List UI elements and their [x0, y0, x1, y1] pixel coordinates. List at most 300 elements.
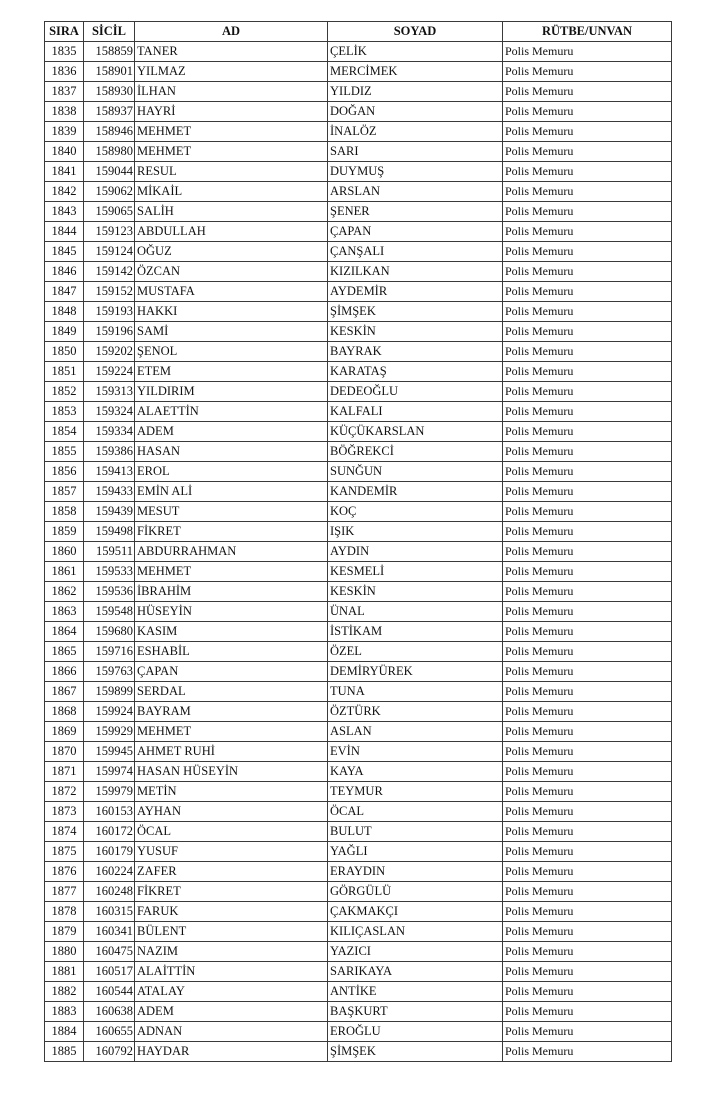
cell-sicil: 160315 — [84, 902, 135, 922]
cell-sira: 1857 — [45, 482, 84, 502]
cell-soyad: SARIKAYA — [328, 962, 503, 982]
table-row — [45, 822, 672, 842]
table-row — [45, 342, 672, 362]
table-row — [45, 1002, 672, 1022]
table-row — [45, 442, 672, 462]
cell-soyad: TEYMUR — [328, 782, 503, 802]
table-row — [45, 242, 672, 262]
cell-sira: 1843 — [45, 202, 84, 222]
cell-soyad: SUNĞUN — [328, 462, 503, 482]
cell-ad: YILMAZ — [135, 62, 328, 82]
cell-rutbe: Polis Memuru — [503, 42, 672, 62]
table-row — [45, 562, 672, 582]
cell-sicil: 160248 — [84, 882, 135, 902]
cell-sicil: 159152 — [84, 282, 135, 302]
cell-sicil: 159142 — [84, 262, 135, 282]
cell-sira: 1863 — [45, 602, 84, 622]
table-row — [45, 602, 672, 622]
cell-sicil: 159498 — [84, 522, 135, 542]
table-row — [45, 1042, 672, 1062]
cell-sicil: 159511 — [84, 542, 135, 562]
cell-sira: 1849 — [45, 322, 84, 342]
header-sira: SIRA — [45, 22, 84, 42]
table-row — [45, 282, 672, 302]
cell-rutbe: Polis Memuru — [503, 322, 672, 342]
table-row — [45, 682, 672, 702]
cell-sira: 1855 — [45, 442, 84, 462]
cell-soyad: ŞİMŞEK — [328, 302, 503, 322]
cell-soyad: ÖZTÜRK — [328, 702, 503, 722]
cell-ad: MEHMET — [135, 122, 328, 142]
table-row — [45, 702, 672, 722]
cell-rutbe: Polis Memuru — [503, 602, 672, 622]
cell-soyad: TUNA — [328, 682, 503, 702]
cell-rutbe: Polis Memuru — [503, 862, 672, 882]
table-row — [45, 42, 672, 62]
table-row — [45, 362, 672, 382]
cell-rutbe: Polis Memuru — [503, 822, 672, 842]
cell-ad: ÖZCAN — [135, 262, 328, 282]
cell-sira: 1858 — [45, 502, 84, 522]
table-row — [45, 322, 672, 342]
cell-rutbe: Polis Memuru — [503, 542, 672, 562]
cell-sicil: 159196 — [84, 322, 135, 342]
cell-sicil: 160638 — [84, 1002, 135, 1022]
cell-sira: 1852 — [45, 382, 84, 402]
cell-sicil: 159062 — [84, 182, 135, 202]
cell-soyad: KIZILKAN — [328, 262, 503, 282]
cell-rutbe: Polis Memuru — [503, 342, 672, 362]
table-row — [45, 782, 672, 802]
cell-sicil: 158930 — [84, 82, 135, 102]
cell-sira: 1836 — [45, 62, 84, 82]
cell-soyad: ÖZEL — [328, 642, 503, 662]
cell-soyad: AYDIN — [328, 542, 503, 562]
cell-soyad: KESKİN — [328, 322, 503, 342]
cell-rutbe: Polis Memuru — [503, 622, 672, 642]
cell-ad: SERDAL — [135, 682, 328, 702]
cell-rutbe: Polis Memuru — [503, 462, 672, 482]
table-row — [45, 582, 672, 602]
cell-sicil: 159924 — [84, 702, 135, 722]
table-row — [45, 762, 672, 782]
cell-sicil: 160153 — [84, 802, 135, 822]
cell-soyad: DUYMUŞ — [328, 162, 503, 182]
table-row — [45, 262, 672, 282]
cell-ad: ŞENOL — [135, 342, 328, 362]
cell-soyad: EVİN — [328, 742, 503, 762]
cell-soyad: BAŞKURT — [328, 1002, 503, 1022]
cell-ad: YUSUF — [135, 842, 328, 862]
table-row — [45, 302, 672, 322]
cell-rutbe: Polis Memuru — [503, 362, 672, 382]
cell-ad: MEHMET — [135, 142, 328, 162]
header-row — [45, 22, 672, 42]
cell-soyad: DEMİRYÜREK — [328, 662, 503, 682]
cell-rutbe: Polis Memuru — [503, 1022, 672, 1042]
cell-soyad: BAYRAK — [328, 342, 503, 362]
cell-rutbe: Polis Memuru — [503, 202, 672, 222]
cell-rutbe: Polis Memuru — [503, 482, 672, 502]
cell-rutbe: Polis Memuru — [503, 1042, 672, 1062]
table-row — [45, 922, 672, 942]
cell-sicil: 159433 — [84, 482, 135, 502]
cell-sira: 1841 — [45, 162, 84, 182]
cell-soyad: İSTİKAM — [328, 622, 503, 642]
cell-sicil: 159386 — [84, 442, 135, 462]
cell-soyad: KESMELİ — [328, 562, 503, 582]
cell-sicil: 159202 — [84, 342, 135, 362]
cell-ad: ABDURRAHMAN — [135, 542, 328, 562]
cell-sira: 1861 — [45, 562, 84, 582]
table-row — [45, 862, 672, 882]
cell-sicil: 160544 — [84, 982, 135, 1002]
cell-sira: 1878 — [45, 902, 84, 922]
cell-rutbe: Polis Memuru — [503, 382, 672, 402]
cell-soyad: ÇELİK — [328, 42, 503, 62]
table-row — [45, 1022, 672, 1042]
cell-ad: BÜLENT — [135, 922, 328, 942]
cell-ad: KASIM — [135, 622, 328, 642]
cell-rutbe: Polis Memuru — [503, 82, 672, 102]
cell-sira: 1853 — [45, 402, 84, 422]
cell-sira: 1870 — [45, 742, 84, 762]
cell-rutbe: Polis Memuru — [503, 682, 672, 702]
cell-soyad: ÇAKMAKÇI — [328, 902, 503, 922]
header-rutbe: RÜTBE/UNVAN — [503, 22, 672, 42]
cell-sira: 1840 — [45, 142, 84, 162]
cell-soyad: BULUT — [328, 822, 503, 842]
cell-soyad: KOÇ — [328, 502, 503, 522]
cell-ad: EROL — [135, 462, 328, 482]
cell-ad: ADEM — [135, 1002, 328, 1022]
cell-sicil: 159324 — [84, 402, 135, 422]
cell-sira: 1856 — [45, 462, 84, 482]
cell-soyad: YAZICI — [328, 942, 503, 962]
cell-ad: ÇAPAN — [135, 662, 328, 682]
cell-sicil: 158980 — [84, 142, 135, 162]
table-row — [45, 162, 672, 182]
cell-soyad: ASLAN — [328, 722, 503, 742]
cell-sicil: 159763 — [84, 662, 135, 682]
cell-sira: 1850 — [45, 342, 84, 362]
cell-sicil: 159716 — [84, 642, 135, 662]
cell-rutbe: Polis Memuru — [503, 122, 672, 142]
cell-sira: 1862 — [45, 582, 84, 602]
table-row — [45, 982, 672, 1002]
cell-rutbe: Polis Memuru — [503, 62, 672, 82]
cell-ad: ÖCAL — [135, 822, 328, 842]
cell-sicil: 159533 — [84, 562, 135, 582]
cell-sira: 1848 — [45, 302, 84, 322]
cell-ad: ADNAN — [135, 1022, 328, 1042]
cell-rutbe: Polis Memuru — [503, 742, 672, 762]
cell-sicil: 159680 — [84, 622, 135, 642]
cell-soyad: ANTİKE — [328, 982, 503, 1002]
cell-rutbe: Polis Memuru — [503, 882, 672, 902]
cell-sira: 1837 — [45, 82, 84, 102]
cell-sira: 1880 — [45, 942, 84, 962]
cell-sicil: 160655 — [84, 1022, 135, 1042]
cell-rutbe: Polis Memuru — [503, 842, 672, 862]
cell-sira: 1865 — [45, 642, 84, 662]
table-row — [45, 902, 672, 922]
cell-soyad: YAĞLI — [328, 842, 503, 862]
cell-rutbe: Polis Memuru — [503, 722, 672, 742]
cell-soyad: ARSLAN — [328, 182, 503, 202]
cell-sira: 1871 — [45, 762, 84, 782]
cell-ad: AYHAN — [135, 802, 328, 822]
cell-sira: 1882 — [45, 982, 84, 1002]
cell-sira: 1884 — [45, 1022, 84, 1042]
cell-sira: 1875 — [45, 842, 84, 862]
cell-ad: HAYDAR — [135, 1042, 328, 1062]
cell-sicil: 159945 — [84, 742, 135, 762]
cell-ad: MESUT — [135, 502, 328, 522]
cell-sicil: 159313 — [84, 382, 135, 402]
table-row — [45, 382, 672, 402]
cell-sira: 1846 — [45, 262, 84, 282]
cell-ad: ETEM — [135, 362, 328, 382]
table-row — [45, 642, 672, 662]
table-row — [45, 422, 672, 442]
cell-rutbe: Polis Memuru — [503, 982, 672, 1002]
cell-rutbe: Polis Memuru — [503, 282, 672, 302]
cell-rutbe: Polis Memuru — [503, 262, 672, 282]
cell-soyad: GÖRGÜLÜ — [328, 882, 503, 902]
cell-ad: ZAFER — [135, 862, 328, 882]
cell-rutbe: Polis Memuru — [503, 942, 672, 962]
cell-ad: ABDULLAH — [135, 222, 328, 242]
cell-ad: SAMİ — [135, 322, 328, 342]
cell-ad: METİN — [135, 782, 328, 802]
table-row — [45, 202, 672, 222]
cell-sira: 1874 — [45, 822, 84, 842]
cell-soyad: EROĞLU — [328, 1022, 503, 1042]
cell-sicil: 160341 — [84, 922, 135, 942]
table-row — [45, 942, 672, 962]
table-row — [45, 182, 672, 202]
cell-sira: 1868 — [45, 702, 84, 722]
cell-rutbe: Polis Memuru — [503, 102, 672, 122]
cell-rutbe: Polis Memuru — [503, 162, 672, 182]
cell-soyad: ŞİMŞEK — [328, 1042, 503, 1062]
cell-rutbe: Polis Memuru — [503, 802, 672, 822]
table-row — [45, 622, 672, 642]
cell-sicil: 159334 — [84, 422, 135, 442]
cell-sicil: 158946 — [84, 122, 135, 142]
cell-soyad: BÖĞREKCİ — [328, 442, 503, 462]
cell-sira: 1864 — [45, 622, 84, 642]
cell-sira: 1845 — [45, 242, 84, 262]
table-row — [45, 882, 672, 902]
cell-sicil: 160179 — [84, 842, 135, 862]
cell-ad: AHMET RUHİ — [135, 742, 328, 762]
cell-rutbe: Polis Memuru — [503, 182, 672, 202]
cell-sira: 1879 — [45, 922, 84, 942]
table-row — [45, 462, 672, 482]
cell-ad: ESHABİL — [135, 642, 328, 662]
cell-ad: HÜSEYİN — [135, 602, 328, 622]
cell-rutbe: Polis Memuru — [503, 422, 672, 442]
cell-rutbe: Polis Memuru — [503, 662, 672, 682]
cell-ad: MEHMET — [135, 562, 328, 582]
table-row — [45, 122, 672, 142]
cell-soyad: KILIÇASLAN — [328, 922, 503, 942]
cell-soyad: MERCİMEK — [328, 62, 503, 82]
table-row — [45, 542, 672, 562]
cell-ad: HAKKI — [135, 302, 328, 322]
cell-sira: 1860 — [45, 542, 84, 562]
cell-sicil: 159439 — [84, 502, 135, 522]
cell-soyad: KALFALI — [328, 402, 503, 422]
table-row — [45, 222, 672, 242]
cell-ad: FİKRET — [135, 522, 328, 542]
cell-sira: 1876 — [45, 862, 84, 882]
cell-sira: 1877 — [45, 882, 84, 902]
table-header — [45, 22, 672, 42]
cell-sicil: 159224 — [84, 362, 135, 382]
table-row — [45, 82, 672, 102]
cell-soyad: ÇAPAN — [328, 222, 503, 242]
cell-sira: 1872 — [45, 782, 84, 802]
cell-sira: 1847 — [45, 282, 84, 302]
table-row — [45, 802, 672, 822]
cell-sicil: 158901 — [84, 62, 135, 82]
document-page — [44, 21, 672, 1062]
cell-rutbe: Polis Memuru — [503, 762, 672, 782]
cell-rutbe: Polis Memuru — [503, 962, 672, 982]
cell-sicil: 158937 — [84, 102, 135, 122]
cell-ad: FARUK — [135, 902, 328, 922]
cell-sira: 1869 — [45, 722, 84, 742]
cell-ad: MİKAİL — [135, 182, 328, 202]
cell-sira: 1854 — [45, 422, 84, 442]
cell-sira: 1885 — [45, 1042, 84, 1062]
cell-ad: HASAN — [135, 442, 328, 462]
cell-sicil: 160172 — [84, 822, 135, 842]
cell-sira: 1839 — [45, 122, 84, 142]
cell-ad: İLHAN — [135, 82, 328, 102]
cell-sicil: 158859 — [84, 42, 135, 62]
cell-soyad: KAYA — [328, 762, 503, 782]
cell-sira: 1867 — [45, 682, 84, 702]
table-row — [45, 742, 672, 762]
cell-sira: 1851 — [45, 362, 84, 382]
cell-ad: ATALAY — [135, 982, 328, 1002]
cell-ad: İBRAHİM — [135, 582, 328, 602]
cell-soyad: YILDIZ — [328, 82, 503, 102]
cell-rutbe: Polis Memuru — [503, 642, 672, 662]
cell-ad: NAZIM — [135, 942, 328, 962]
cell-sira: 1835 — [45, 42, 84, 62]
cell-sicil: 159124 — [84, 242, 135, 262]
table-row — [45, 142, 672, 162]
cell-rutbe: Polis Memuru — [503, 1002, 672, 1022]
cell-ad: RESUL — [135, 162, 328, 182]
table-row — [45, 722, 672, 742]
cell-sicil: 159193 — [84, 302, 135, 322]
table-row — [45, 842, 672, 862]
cell-ad: TANER — [135, 42, 328, 62]
cell-soyad: KESKİN — [328, 582, 503, 602]
cell-ad: HASAN HÜSEYİN — [135, 762, 328, 782]
cell-sicil: 159065 — [84, 202, 135, 222]
table-row — [45, 102, 672, 122]
cell-soyad: ÖCAL — [328, 802, 503, 822]
cell-rutbe: Polis Memuru — [503, 242, 672, 262]
cell-sira: 1881 — [45, 962, 84, 982]
cell-sicil: 159899 — [84, 682, 135, 702]
cell-ad: ALAETTİN — [135, 402, 328, 422]
cell-rutbe: Polis Memuru — [503, 302, 672, 322]
cell-ad: OĞUZ — [135, 242, 328, 262]
cell-soyad: SARI — [328, 142, 503, 162]
table-body — [45, 42, 672, 1062]
cell-rutbe: Polis Memuru — [503, 702, 672, 722]
table-row — [45, 962, 672, 982]
cell-soyad: ERAYDIN — [328, 862, 503, 882]
cell-sira: 1844 — [45, 222, 84, 242]
cell-ad: ALAİTTİN — [135, 962, 328, 982]
header-sicil: SİCİL — [84, 22, 135, 42]
table-row — [45, 522, 672, 542]
cell-soyad: ŞENER — [328, 202, 503, 222]
cell-sicil: 159044 — [84, 162, 135, 182]
cell-sira: 1883 — [45, 1002, 84, 1022]
cell-sicil: 159979 — [84, 782, 135, 802]
cell-sicil: 160475 — [84, 942, 135, 962]
cell-sicil: 159413 — [84, 462, 135, 482]
cell-soyad: AYDEMİR — [328, 282, 503, 302]
cell-rutbe: Polis Memuru — [503, 222, 672, 242]
cell-soyad: KÜÇÜKARSLAN — [328, 422, 503, 442]
cell-ad: MEHMET — [135, 722, 328, 742]
cell-sira: 1873 — [45, 802, 84, 822]
cell-rutbe: Polis Memuru — [503, 782, 672, 802]
cell-rutbe: Polis Memuru — [503, 522, 672, 542]
table-row — [45, 662, 672, 682]
cell-rutbe: Polis Memuru — [503, 922, 672, 942]
table-row — [45, 62, 672, 82]
cell-rutbe: Polis Memuru — [503, 562, 672, 582]
cell-rutbe: Polis Memuru — [503, 582, 672, 602]
cell-ad: EMİN ALİ — [135, 482, 328, 502]
cell-sira: 1838 — [45, 102, 84, 122]
personnel-table — [44, 21, 672, 1062]
cell-rutbe: Polis Memuru — [503, 142, 672, 162]
cell-soyad: ÜNAL — [328, 602, 503, 622]
cell-sira: 1842 — [45, 182, 84, 202]
table-row — [45, 502, 672, 522]
cell-ad: ADEM — [135, 422, 328, 442]
cell-ad: SALİH — [135, 202, 328, 222]
table-row — [45, 482, 672, 502]
cell-soyad: İNALÖZ — [328, 122, 503, 142]
cell-rutbe: Polis Memuru — [503, 402, 672, 422]
cell-sicil: 160517 — [84, 962, 135, 982]
header-ad: AD — [135, 22, 328, 42]
cell-ad: FİKRET — [135, 882, 328, 902]
cell-soyad: DOĞAN — [328, 102, 503, 122]
cell-sicil: 159548 — [84, 602, 135, 622]
cell-sicil: 159123 — [84, 222, 135, 242]
cell-rutbe: Polis Memuru — [503, 442, 672, 462]
cell-soyad: DEDEOĞLU — [328, 382, 503, 402]
cell-sicil: 160792 — [84, 1042, 135, 1062]
cell-sicil: 160224 — [84, 862, 135, 882]
cell-ad: YILDIRIM — [135, 382, 328, 402]
